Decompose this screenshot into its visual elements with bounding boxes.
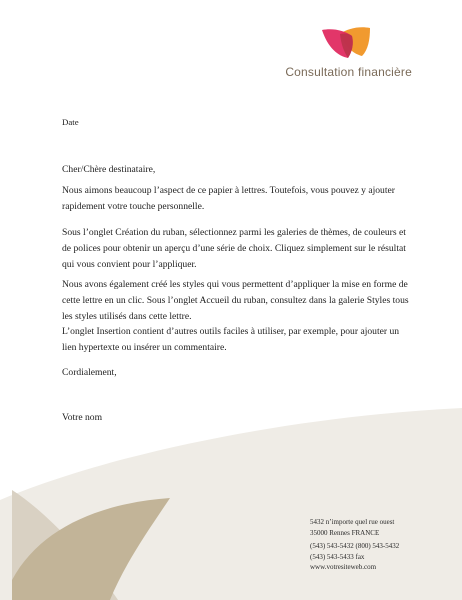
website-link[interactable]: www.votresiteweb.com — [310, 563, 377, 572]
contact-block — [310, 517, 450, 573]
fax-number: (543) 543-5433 fax — [310, 552, 365, 561]
company-name: Consultation financière — [285, 65, 412, 79]
letter-date: Date — [62, 117, 79, 127]
letter-paragraph: Nous aimons beaucoup l’aspect de ce papier à lettres. Toutefois, vous pouvez y ajouter rapidement votre touche personnelle. — [62, 185, 395, 213]
letter-salutation: Cher/Chère destinataire, — [62, 164, 156, 175]
letter-paragraph: L’onglet Insertion contient d’autres outils faciles à utiliser, par exemple, pour ajouter un lien hypertexte ou insérer un commentaire. — [62, 326, 400, 354]
phone-numbers: (543) 543-5432 (800) 543-5432 — [310, 542, 400, 551]
letter-signature: Votre nom — [62, 412, 103, 423]
letter-paragraph: Sous l’onglet Création du ruban, sélectionnez parmi les galeries de thèmes, de couleurs et de polices pour obtenir un aperçu d’une série de choix. Cliquez simplement sur le résultat qui vous convient pour l’appliquer. — [62, 227, 406, 271]
address-city: 35000 Rennes FRANCE — [310, 528, 380, 537]
letter-closing: Cordialement, — [62, 367, 117, 378]
address-street: 5432 n’importe quel rue ouest — [310, 518, 395, 526]
letter-paragraph: Nous avons également créé les styles qui vous permettent d’appliquer la mise en forme de cette lettre en un clic. Sous l’onglet Accueil du ruban, consultez dans la galerie Styles tous les styles utilisés dans cette lettre. — [62, 279, 409, 323]
company-logo — [318, 24, 374, 60]
